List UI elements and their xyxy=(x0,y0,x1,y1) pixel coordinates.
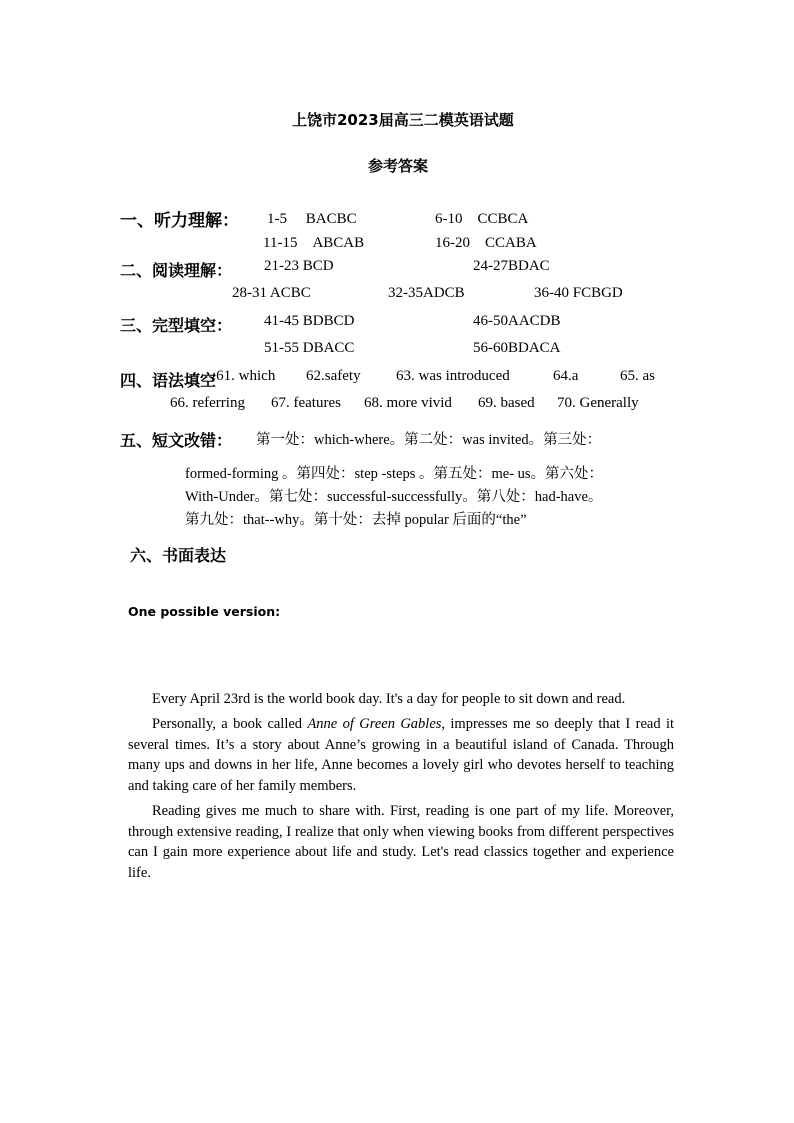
reading-heading: 二、阅读理解： xyxy=(120,261,233,280)
reading-answer-21-23: 21-23 BCD xyxy=(264,258,334,274)
grammar-answer-65: 65. as xyxy=(620,368,655,384)
grammar-answer-66: 66. referring xyxy=(170,395,245,411)
cloze-answer-41-45: 41-45 BDBCD xyxy=(264,313,355,329)
book-title: Anne of Green Gables xyxy=(307,716,442,732)
grammar-answer-62: 62.safety xyxy=(306,368,361,384)
grammar-answer-63: 63. was introduced xyxy=(396,368,510,384)
correction-line-1: 第一处：which-where。第二处：was invited。第三处： xyxy=(256,432,602,448)
document-title: 上饶市2023届高三二模英语试题 xyxy=(292,111,514,129)
listening-answer-1-5: 1-5 BACBC xyxy=(267,211,357,227)
reading-answer-24-27: 24-27BDAC xyxy=(473,258,550,274)
grammar-answer-69: 69. based xyxy=(478,395,535,411)
reading-answer-28-31: 28-31 ACBC xyxy=(232,285,311,301)
reading-answer-32-35: 32-35ADCB xyxy=(388,285,465,301)
essay-paragraph-3 xyxy=(128,801,674,883)
cloze-answer-56-60: 56-60BDACA xyxy=(473,340,561,356)
grammar-answer-67: 67. features xyxy=(271,395,341,411)
essay-paragraph-2-start: Personally, a book called xyxy=(152,716,308,732)
grammar-answer-70: 70. Generally xyxy=(557,395,639,411)
version-label: One possible version: xyxy=(128,604,281,619)
essay-paragraph-3-text: Reading gives me much to share with. First, reading is one part of my life. Moreover, through extensive reading, I realize that only when viewing books from different perspectives can I gain more experience about life and study. Let's read classics together and experience life. xyxy=(128,803,674,881)
listening-answer-11-15: 11-15 ABCAB xyxy=(263,235,365,251)
grammar-answer-64: 64.a xyxy=(553,368,579,384)
cloze-answer-51-55: 51-55 DBACC xyxy=(264,340,355,356)
document-subtitle: 参考答案 xyxy=(368,157,429,175)
correction-line-3: With-Under。第七处：successful-successfully。第八处：had-have。 xyxy=(185,489,603,505)
listening-answer-6-10: 6-10 CCBCA xyxy=(435,211,529,227)
correction-heading: 五、短文改错： xyxy=(120,431,233,450)
grammar-heading: 四、语法填空 xyxy=(120,371,217,390)
essay-paragraph-2-rest: , impresses me so deeply that I read it several times. It’s a story about Anne’s growing in a beautiful island of Canada. Through many ups and downs in her life, Anne becomes a lovely girl who devotes herself to teaching and taking care of her family members. xyxy=(128,716,675,794)
correction-line-4: 第九处：that--why。第十处：去掉 popular 后面的“the” xyxy=(185,512,527,528)
listening-answer-16-20: 16-20 CCABA xyxy=(435,235,537,251)
essay-paragraph-1 xyxy=(128,689,674,710)
grammar-answer-61: :61. which xyxy=(212,368,276,384)
essay-paragraph-1-text: Every April 23rd is the world book day. It's a day for people to sit down and read. xyxy=(152,691,626,707)
grammar-answer-68: 68. more vivid xyxy=(364,395,452,411)
cloze-answer-46-50: 46-50AACDB xyxy=(473,313,561,329)
listening-heading: 一、听力理解： xyxy=(120,211,239,231)
reading-answer-36-40: 36-40 FCBGD xyxy=(534,285,623,301)
correction-line-2: formed-forming 。第四处：step -steps 。第五处：me- us。第六处： xyxy=(185,466,604,482)
cloze-heading: 三、完型填空： xyxy=(120,316,233,335)
essay-paragraph-2 xyxy=(128,714,674,796)
writing-heading: 六、书面表达 xyxy=(130,546,227,565)
